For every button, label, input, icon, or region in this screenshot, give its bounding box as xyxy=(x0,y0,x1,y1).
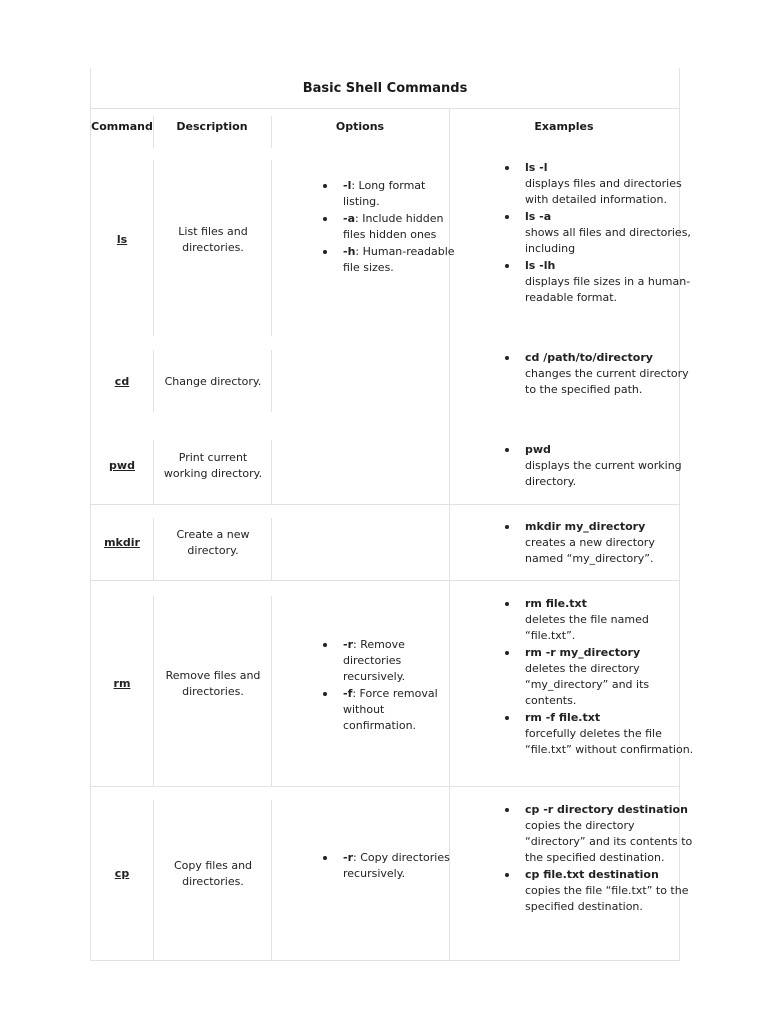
description-pwd: Print current working directory. xyxy=(163,451,263,480)
row-divider xyxy=(91,504,679,505)
list-item: -a: Include hidden files hidden ones xyxy=(343,211,455,243)
command-mkdir: mkdir xyxy=(104,536,140,549)
description-rm: Remove files and directories. xyxy=(165,669,261,698)
examples-cp xyxy=(505,802,695,916)
command-cp: cp xyxy=(114,867,130,880)
header-command: Command xyxy=(91,120,153,133)
column-divider xyxy=(271,350,272,412)
list-item: rm -f file.txt forcefully deletes the file “file.txt” without confirmation. xyxy=(525,711,694,756)
command-rm: rm xyxy=(113,677,131,690)
options-rm xyxy=(323,637,455,735)
column-divider xyxy=(271,518,272,580)
column-divider xyxy=(153,518,154,580)
list-item: -r: Remove directories recursively. xyxy=(343,637,455,685)
description-mkdir: Create a new directory. xyxy=(176,528,250,557)
list-item: mkdir my_directory creates a new directory named “my_directory”. xyxy=(525,519,695,567)
list-item: ls -l displays files and directories with detailed information. xyxy=(525,160,695,208)
list-item: rm -r my_directory deletes the directory “my_directory” and its contents. xyxy=(525,645,695,709)
column-divider xyxy=(271,440,272,504)
header-options: Options xyxy=(335,120,385,133)
examples-ls xyxy=(505,160,695,307)
options-ls xyxy=(323,178,455,277)
list-item: -f: Force removal without confirmation. xyxy=(343,686,455,734)
list-item: cd /path/to/directory changes the current directory to the specified path. xyxy=(525,350,695,398)
examples-rm xyxy=(505,596,695,759)
description-ls: List files and directories. xyxy=(178,225,248,254)
list-item: rm file.txt deletes the file named “file.txt”. xyxy=(525,596,695,644)
list-item: cp file.txt destination copies the file “file.txt” to the specified destination. xyxy=(525,867,695,915)
list-item: -r: Copy directories recursively. xyxy=(343,850,455,882)
list-item: ls -lh displays file sizes in a human-readable format. xyxy=(525,258,695,306)
commands-table xyxy=(90,68,694,961)
examples-cd xyxy=(505,350,695,399)
list-item: -l: Long format listing. xyxy=(343,178,455,210)
examples-mkdir xyxy=(505,519,695,568)
column-divider xyxy=(271,160,272,336)
examples-pwd xyxy=(505,442,695,491)
column-divider xyxy=(153,350,154,412)
description-cp: Copy files and directories. xyxy=(173,859,253,888)
table-title: Basic Shell Commands xyxy=(91,68,679,109)
column-divider xyxy=(153,800,154,960)
list-item: -h: Human-readable file sizes. xyxy=(343,245,455,274)
options-cp xyxy=(323,850,455,883)
column-divider xyxy=(153,160,154,336)
column-divider xyxy=(153,596,154,786)
header-examples: Examples xyxy=(534,120,594,133)
column-divider xyxy=(271,800,272,960)
row-divider xyxy=(91,786,679,787)
column-divider xyxy=(271,596,272,786)
list-item: ls -a shows all files and directories, including xyxy=(525,209,695,257)
list-item: cp -r directory destination copies the directory “directory” and its contents to the specified destination. xyxy=(525,802,695,866)
column-divider xyxy=(153,440,154,504)
list-item: pwd displays the current working directory. xyxy=(525,442,695,490)
row-divider xyxy=(91,580,679,581)
command-cd: cd xyxy=(114,375,130,388)
command-pwd: pwd xyxy=(109,459,135,472)
header-description: Description xyxy=(176,120,248,133)
command-ls: ls xyxy=(116,233,128,246)
description-cd: Change directory. xyxy=(164,375,262,388)
